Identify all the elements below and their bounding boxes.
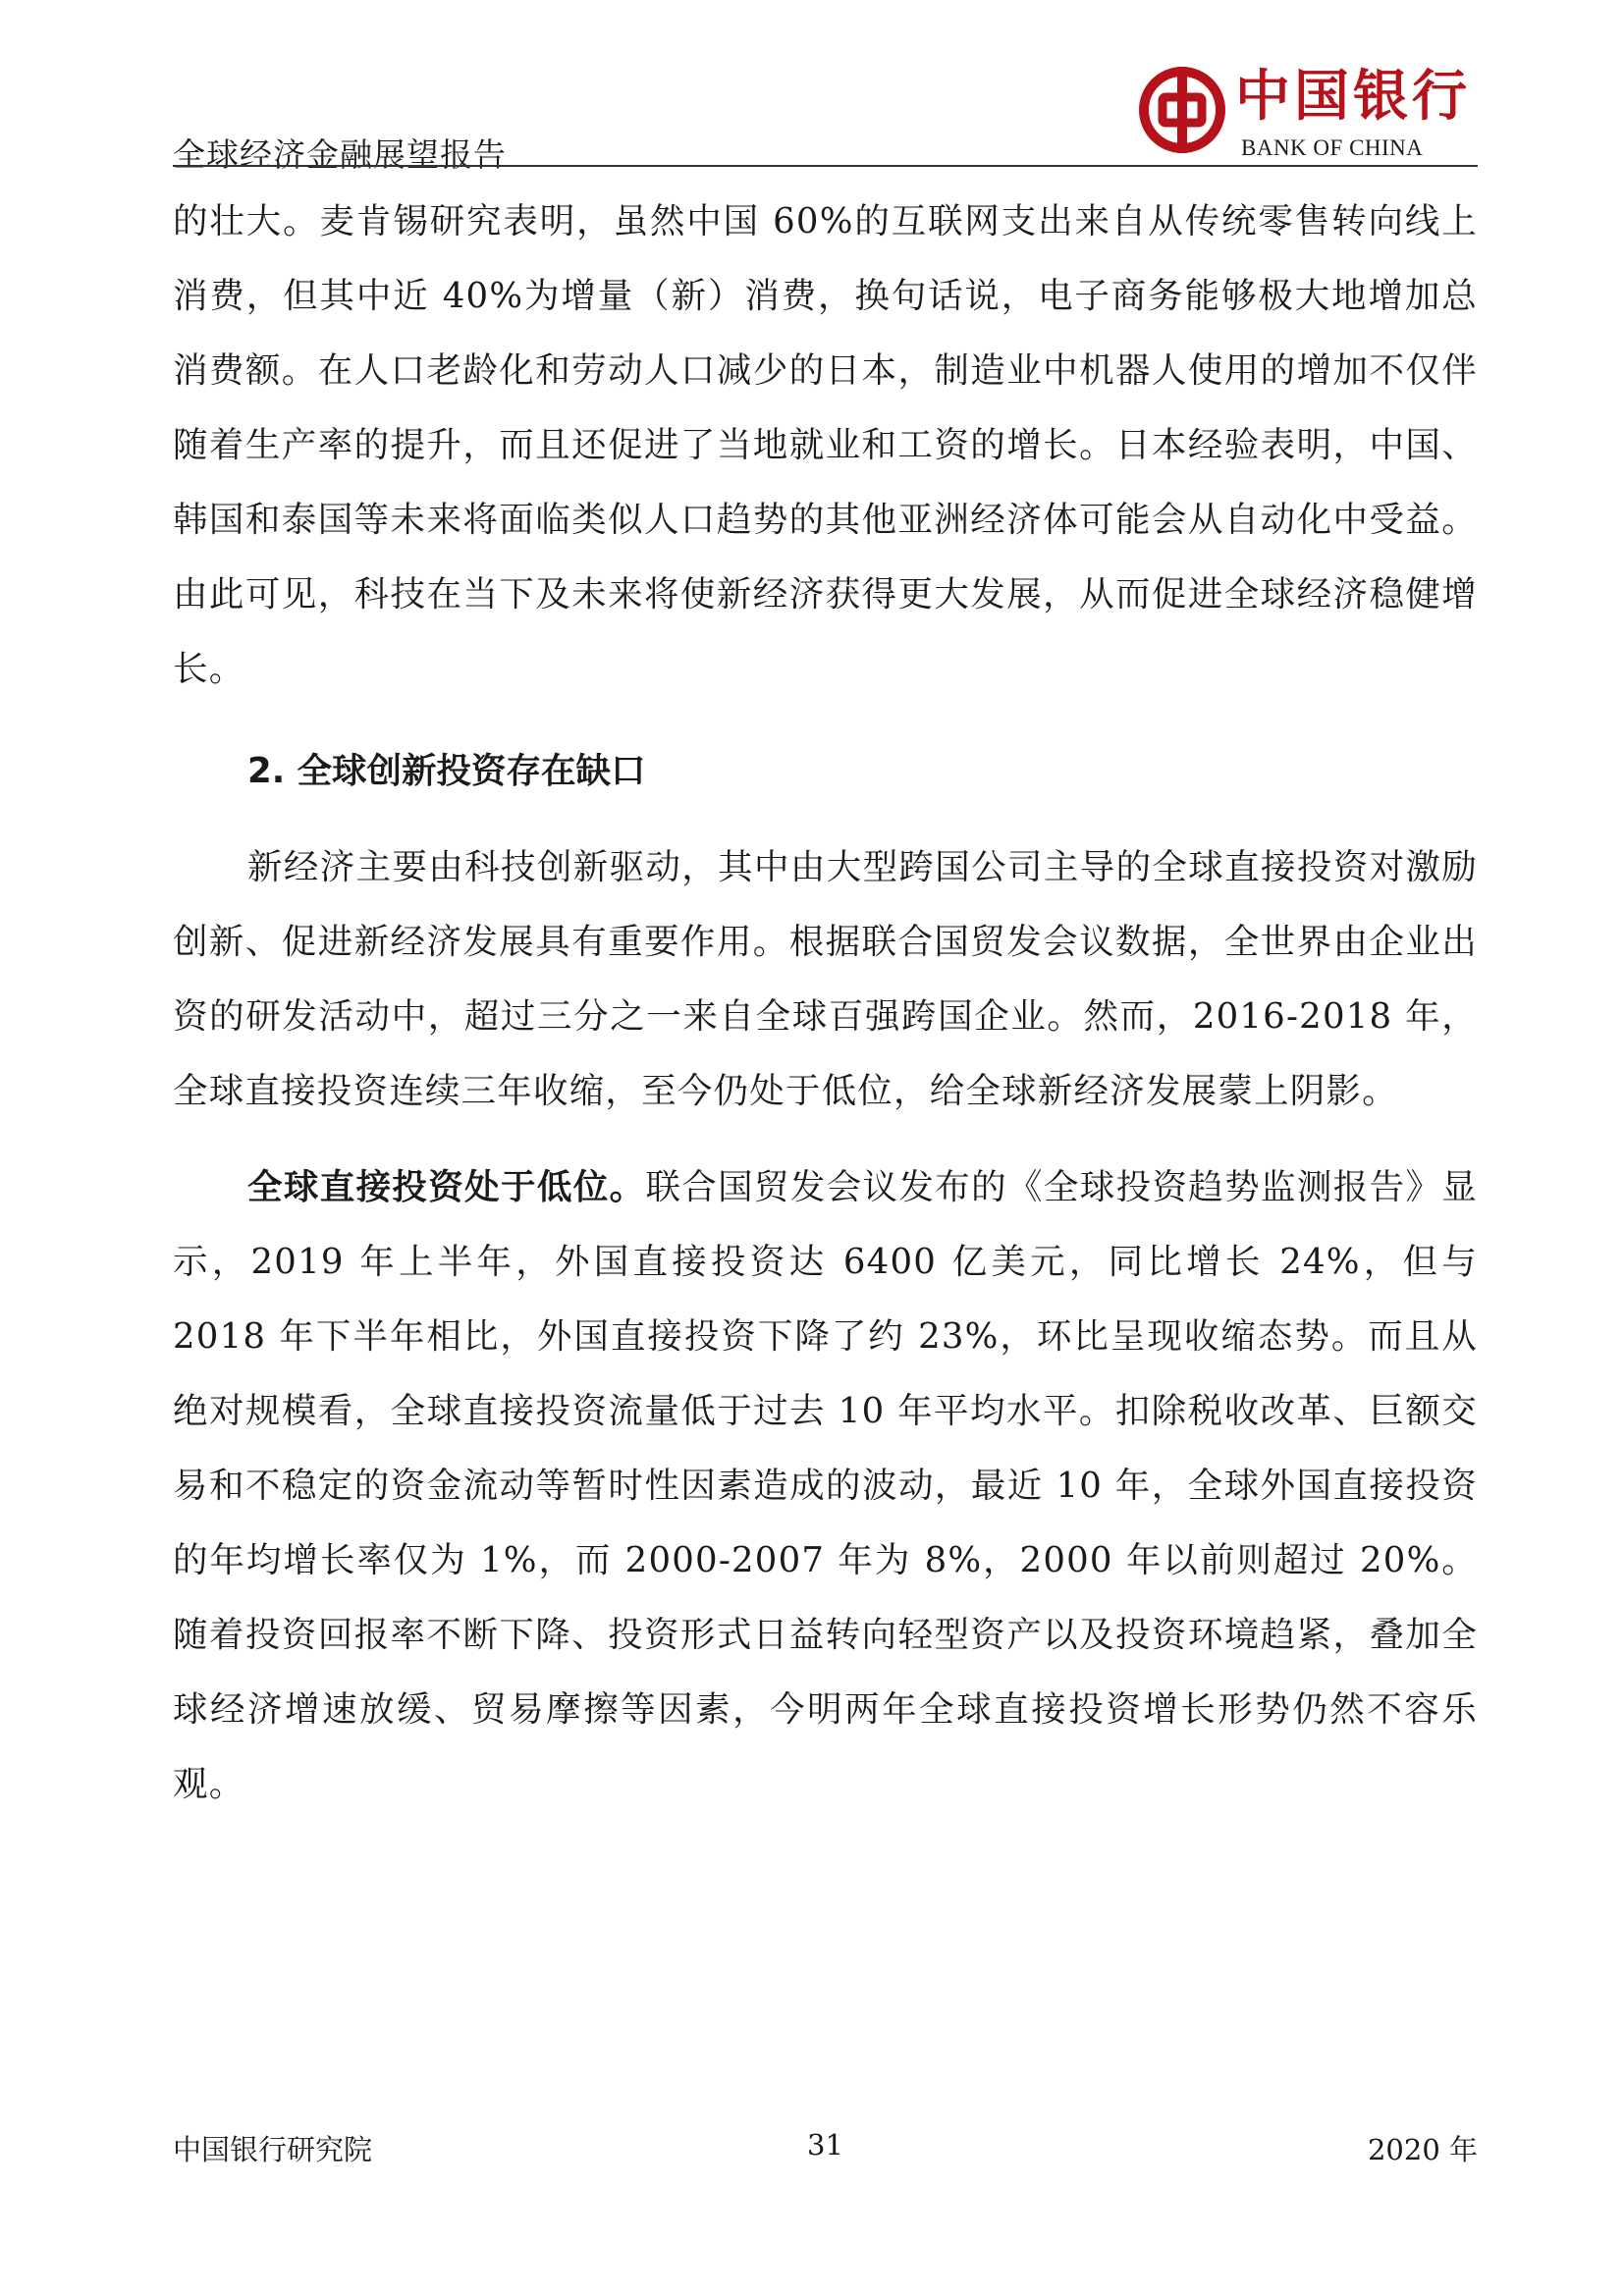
footer-year: 2020 年 — [1367, 2133, 1478, 2166]
page-number: 31 — [807, 2128, 843, 2162]
header-divider — [173, 165, 1478, 167]
page-header — [173, 59, 1478, 174]
section-heading-2: 2. 全球创新投资存在缺口 — [247, 751, 646, 791]
paragraph-2: 新经济主要由科技创新驱动，其中由大型跨国公司主导的全球直接投资对激励创新、促进新经济发展具有重要作用。根据联合国贸发会议数据，全世界由企业出资的研发活动中，超过三分之一来自全球百强跨国企业。然而，2016-2018 年，全球直接投资连续三年收缩，至今仍处于低位，给全球新经济发展蒙上阴影。 — [173, 847, 1478, 1111]
logo-text-chinese: 中国银行 — [1235, 64, 1471, 129]
paragraph-1: 的壮大。麦肯锡研究表明，虽然中国 60%的互联网支出来自从传统零售转向线上消费，但其中近 40%为增量（新）消费，换句话说，电子商务能够极大地增加总消费额。在人口老龄化和劳动人口减少的日本，制造业中机器人使用的增加不仅伴随着生产率的提升，而且还促进了当地就业和工资的增长。日本经验表明，中国、韩国和泰国等未来将面临类似人口趋势的其他亚洲经济体可能会从自动化中受益。由此可见，科技在当下及未来将使新经济获得更大发展，从而促进全球经济稳健增长。 — [173, 201, 1478, 689]
logo-text-english: BANK OF CHINA — [1241, 135, 1424, 160]
paragraph-3-lead: 全球直接投资处于低位。 — [247, 1167, 646, 1207]
page-footer — [173, 2128, 1478, 2167]
bank-logo — [1139, 65, 1473, 163]
paragraph-3-text: 联合国贸发会议发布的《全球投资趋势监测报告》显示，2019 年上半年，外国直接投资达 6400 亿美元，同比增长 24%，但与 2018 年下半年相比，外国直接投资下降了约 23%，环比呈现收缩态势。而且从绝对规模看，全球直接投资流量低于过去 10 年平均水平。扣除税收改革、巨额交易和不稳定的资金流动等暂时性因素造成的波动，最近 10 年，全球外国直接投资的年均增长率仅为 1%，而 2000-2007 年为 8%，2000 年以前则超过 20%。随着投资回报率不断下降、投资形式日益转向轻型资产以及投资环境趋紧，叠加全球经济增速放缓、贸易摩擦等因素，今明两年全球直接投资增长形势仍然不容乐观。 — [173, 1167, 1478, 1804]
page-body — [173, 185, 1478, 1822]
paragraph-3 — [173, 1150, 1478, 1822]
footer-institute: 中国银行研究院 — [173, 2133, 373, 2166]
report-title: 全球经济金融展望报告 — [173, 135, 507, 174]
bank-of-china-emblem-icon — [1139, 65, 1225, 155]
